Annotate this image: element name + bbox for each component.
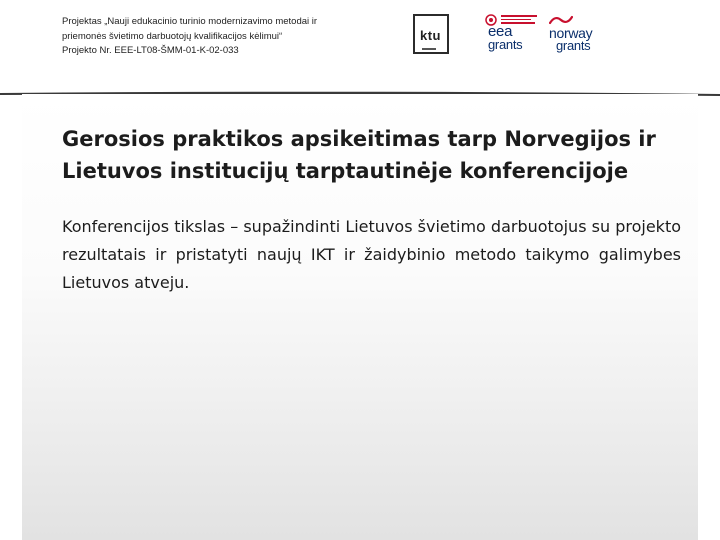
ktu-logo-icon — [413, 14, 449, 54]
eea-logo-word: eea — [488, 23, 513, 40]
eea-logo-grants: grants — [488, 37, 523, 52]
project-title-line-2: priemonės švietimo darbuotojų kvalifikacijos kėlimui“ — [62, 30, 283, 42]
project-info — [62, 15, 392, 59]
slide-body-text: Konferencijos tikslas – supažindinti Lietuvos švietimo darbuotojus su projekto rezultatais ir pristatyti naujų IKT ir žaidybinio metodo taikymo galimybes Lietuvos atveju. — [62, 217, 681, 292]
project-number: Projekto Nr. EEE-LT08-ŠMM-01-K-02-033 — [62, 45, 239, 56]
ktu-logo-text: ktu — [420, 28, 441, 43]
sponsor-logos — [410, 12, 710, 62]
norway-logo-mark-icon — [549, 15, 573, 25]
document-header — [0, 0, 720, 92]
norway-logo-word: norway — [549, 25, 593, 41]
norway-logo-grants: grants — [556, 38, 591, 53]
norway-grants-logo-icon — [546, 12, 616, 56]
ktu-logo-underline — [422, 48, 436, 50]
eea-grants-logo-icon — [483, 12, 553, 56]
project-title-line-1: Projektas „Nauji edukacinio turinio modernizavimo metodai ir — [62, 16, 318, 27]
slide-title: Gerosios praktikos apsikeitimas tarp Norvegijos ir Lietuvos institucijų tarptautinėje konferencijoje — [62, 127, 656, 183]
